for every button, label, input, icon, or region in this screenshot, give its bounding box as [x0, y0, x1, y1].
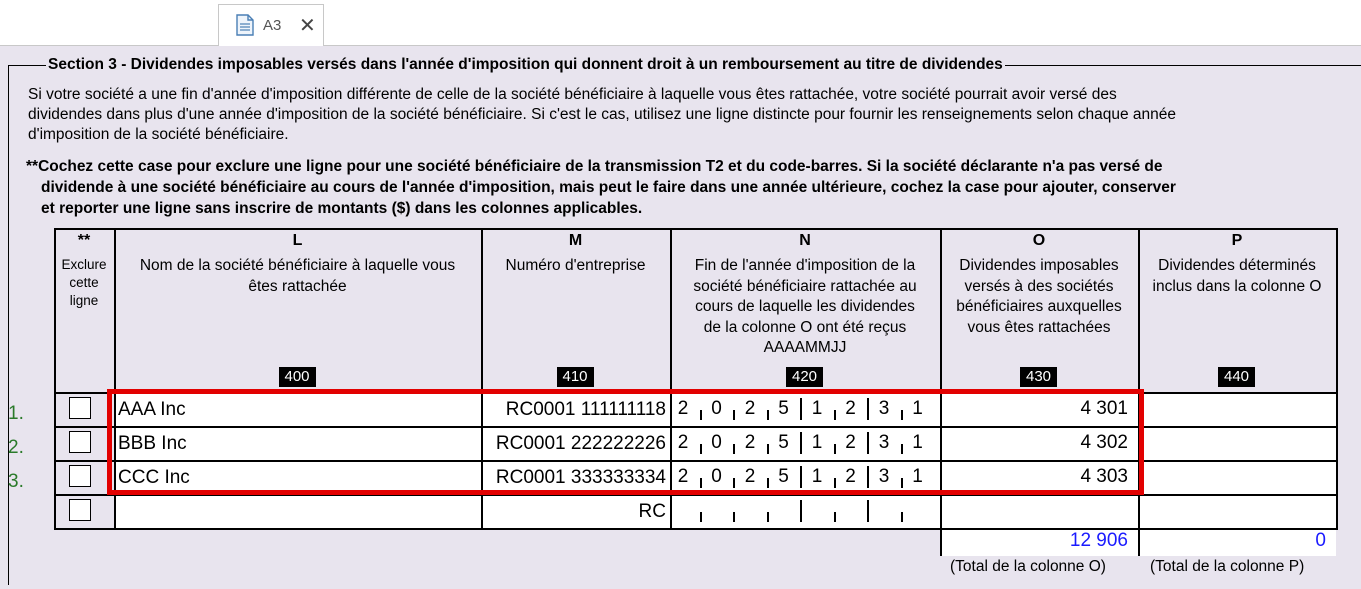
date-digit[interactable]: 2 — [744, 432, 756, 453]
date-digit[interactable]: 2 — [845, 432, 856, 453]
date-separator — [867, 500, 869, 522]
close-icon[interactable]: ✕ — [299, 15, 316, 37]
date-digit[interactable]: 2 — [677, 466, 689, 487]
date-separator — [767, 410, 769, 420]
receiving-corp-name[interactable]: AAA Inc — [118, 399, 186, 420]
column-header: inclus dans la colonne O — [1152, 277, 1322, 295]
date-digit[interactable]: 2 — [677, 398, 689, 419]
document-icon — [236, 14, 254, 36]
total-column-p: 0 — [1315, 530, 1326, 551]
column-header: Exclure — [61, 257, 107, 272]
date-separator — [767, 444, 769, 454]
row-background — [114, 494, 1336, 528]
column-letter: M — [568, 232, 583, 249]
date-digit[interactable]: 1 — [811, 466, 823, 487]
date-separator — [700, 410, 702, 420]
date-separator — [901, 478, 903, 488]
date-separator — [867, 398, 869, 420]
date-separator — [700, 444, 702, 454]
tab-label: A3 — [263, 17, 282, 34]
column-header: Nom de la société bénéficiaire à laquelle vous — [139, 257, 456, 274]
exclude-checkbox[interactable] — [69, 431, 91, 453]
date-digit[interactable]: 0 — [711, 466, 722, 487]
column-header: cours de laquelle les dividendes — [695, 298, 915, 315]
column-header: versés à des sociétés — [964, 277, 1114, 295]
date-digit[interactable]: 1 — [912, 398, 923, 419]
date-separator — [901, 410, 903, 420]
intro-line: Si votre société a une fin d'année d'imposition différente de celle de la société bénéficiaire à laquelle vous êtes rattachée, votre société pourrait avoir versé des — [28, 86, 1117, 103]
exclude-checkbox[interactable] — [69, 397, 91, 419]
date-separator — [834, 478, 836, 488]
row-border — [54, 460, 1338, 462]
date-digit[interactable]: 5 — [778, 466, 789, 487]
date-separator — [867, 466, 869, 488]
date-digit[interactable]: 3 — [878, 432, 890, 453]
receiving-corp-name[interactable]: BBB Inc — [118, 433, 187, 454]
row-number: 1. — [8, 403, 24, 424]
taxable-dividends-o[interactable]: 4 301 — [1080, 398, 1128, 419]
row-number: 3. — [8, 471, 24, 492]
section-border-left — [8, 65, 9, 585]
column-header: cette — [69, 275, 99, 290]
date-separator — [800, 398, 802, 420]
column-letter: L — [292, 232, 303, 249]
column-letter: P — [1231, 232, 1243, 249]
column-header: Dividendes déterminés — [1158, 257, 1316, 274]
date-separator — [700, 512, 702, 522]
intro-line: d'imposition de la société bénéficiaire. — [28, 126, 289, 143]
note-line: dividende à une société bénéficiaire au cours de l'année d'imposition, mais peut le faire dans une année ultérieure, cochez la case pour ajouter, conserver — [41, 179, 1176, 196]
date-digit[interactable]: 2 — [677, 432, 689, 453]
date-separator — [800, 466, 802, 488]
column-header: bénéficiaires auxquelles — [956, 298, 1122, 315]
column-border — [940, 528, 942, 556]
column-letter: O — [1032, 232, 1046, 249]
exclude-note — [26, 156, 1361, 219]
date-separator — [901, 512, 903, 522]
business-number[interactable]: 222222226 RC0001 — [495, 433, 666, 454]
date-separator — [834, 512, 836, 522]
date-digit[interactable]: 0 — [711, 432, 722, 453]
date-digit[interactable]: 2 — [845, 398, 856, 419]
date-separator — [834, 410, 836, 420]
date-separator — [800, 500, 802, 522]
date-digit[interactable]: 1 — [912, 432, 923, 453]
date-digit[interactable]: 2 — [744, 466, 756, 487]
note-line: **Cochez cette case pour exclure une ligne pour une société bénéficiaire de la transmission T2 et du code-barres. Si la société déclarante n'a pas versé de — [26, 158, 1163, 175]
date-separator — [867, 432, 869, 454]
row-border — [54, 426, 1338, 428]
column-border — [1138, 528, 1140, 556]
column-header: êtes rattachée — [248, 277, 347, 295]
tab-bar — [0, 0, 1361, 46]
exclude-checkbox[interactable] — [69, 465, 91, 487]
column-header: société bénéficiaire rattachée au — [693, 277, 917, 295]
column-header: Fin de l'année d'imposition de la — [694, 257, 916, 274]
column-letter: N — [799, 232, 811, 249]
line-number-badge: 420 — [786, 367, 823, 387]
date-digit[interactable]: 5 — [778, 398, 789, 419]
tab-a3[interactable] — [218, 4, 324, 46]
date-digit[interactable]: 0 — [711, 398, 722, 419]
date-separator — [733, 478, 735, 488]
total-label-p: (Total de la colonne P) — [1150, 558, 1305, 575]
date-digit[interactable]: 3 — [878, 466, 890, 487]
date-separator — [767, 478, 769, 488]
total-label-o: (Total de la colonne O) — [950, 558, 1106, 575]
business-number[interactable]: RC — [638, 501, 666, 522]
column-border — [1336, 228, 1338, 530]
date-separator — [901, 444, 903, 454]
date-digit[interactable]: 1 — [811, 432, 823, 453]
exclude-checkbox[interactable] — [69, 499, 91, 521]
column-border — [54, 228, 56, 530]
total-column-o: 12 906 — [1069, 530, 1128, 551]
date-digit[interactable]: 3 — [878, 398, 890, 419]
column-header: Dividendes imposables — [959, 257, 1119, 274]
table-border — [54, 392, 1338, 394]
line-number-badge: 440 — [1218, 367, 1255, 387]
date-separator — [733, 512, 735, 522]
date-digit[interactable]: 2 — [744, 398, 756, 419]
section-intro — [28, 85, 1361, 145]
date-separator — [733, 410, 735, 420]
date-separator — [834, 444, 836, 454]
note-line: et reporter une ligne sans inscrire de montants ($) dans les colonnes applicables. — [41, 200, 643, 217]
row-number: 2. — [8, 437, 24, 458]
line-number-badge: 430 — [1020, 367, 1057, 387]
column-header: Numéro d'entreprise — [505, 257, 646, 274]
section-title: Section 3 - Dividendes imposables versés dans l'année d'imposition qui donnent droit à un remboursement au titre de dividendes — [48, 56, 1003, 73]
date-separator — [800, 432, 802, 454]
column-letter: ** — [77, 232, 91, 249]
row-border — [54, 494, 1338, 496]
column-header: AAAAMMJJ — [763, 339, 847, 356]
date-digit[interactable]: 1 — [811, 398, 823, 419]
table-border — [54, 228, 1338, 230]
business-number[interactable]: 333333334 RC0001 — [495, 467, 666, 488]
date-separator — [733, 444, 735, 454]
date-separator — [700, 478, 702, 488]
line-number-badge: 410 — [557, 367, 594, 387]
column-header: ligne — [69, 293, 99, 308]
column-header: vous êtes rattachées — [967, 318, 1111, 336]
receiving-corp-name[interactable]: CCC Inc — [118, 467, 190, 488]
business-number[interactable]: 111111118 RC0001 — [505, 399, 666, 420]
date-digit[interactable]: 5 — [778, 432, 789, 453]
taxable-dividends-o[interactable]: 4 303 — [1080, 466, 1128, 487]
line-number-badge: 400 — [279, 367, 316, 387]
date-digit[interactable]: 2 — [845, 466, 856, 487]
date-digit[interactable]: 1 — [912, 466, 923, 487]
intro-line: dividendes dans plus d'une année d'imposition de la société bénéficiaire. Si c'est le cas, utilisez une ligne distincte pour fournir les renseignements selon chaque année — [28, 106, 1176, 123]
date-separator — [767, 512, 769, 522]
column-header: de la colonne O ont été reçus — [703, 318, 907, 336]
taxable-dividends-o[interactable]: 4 302 — [1080, 432, 1128, 453]
